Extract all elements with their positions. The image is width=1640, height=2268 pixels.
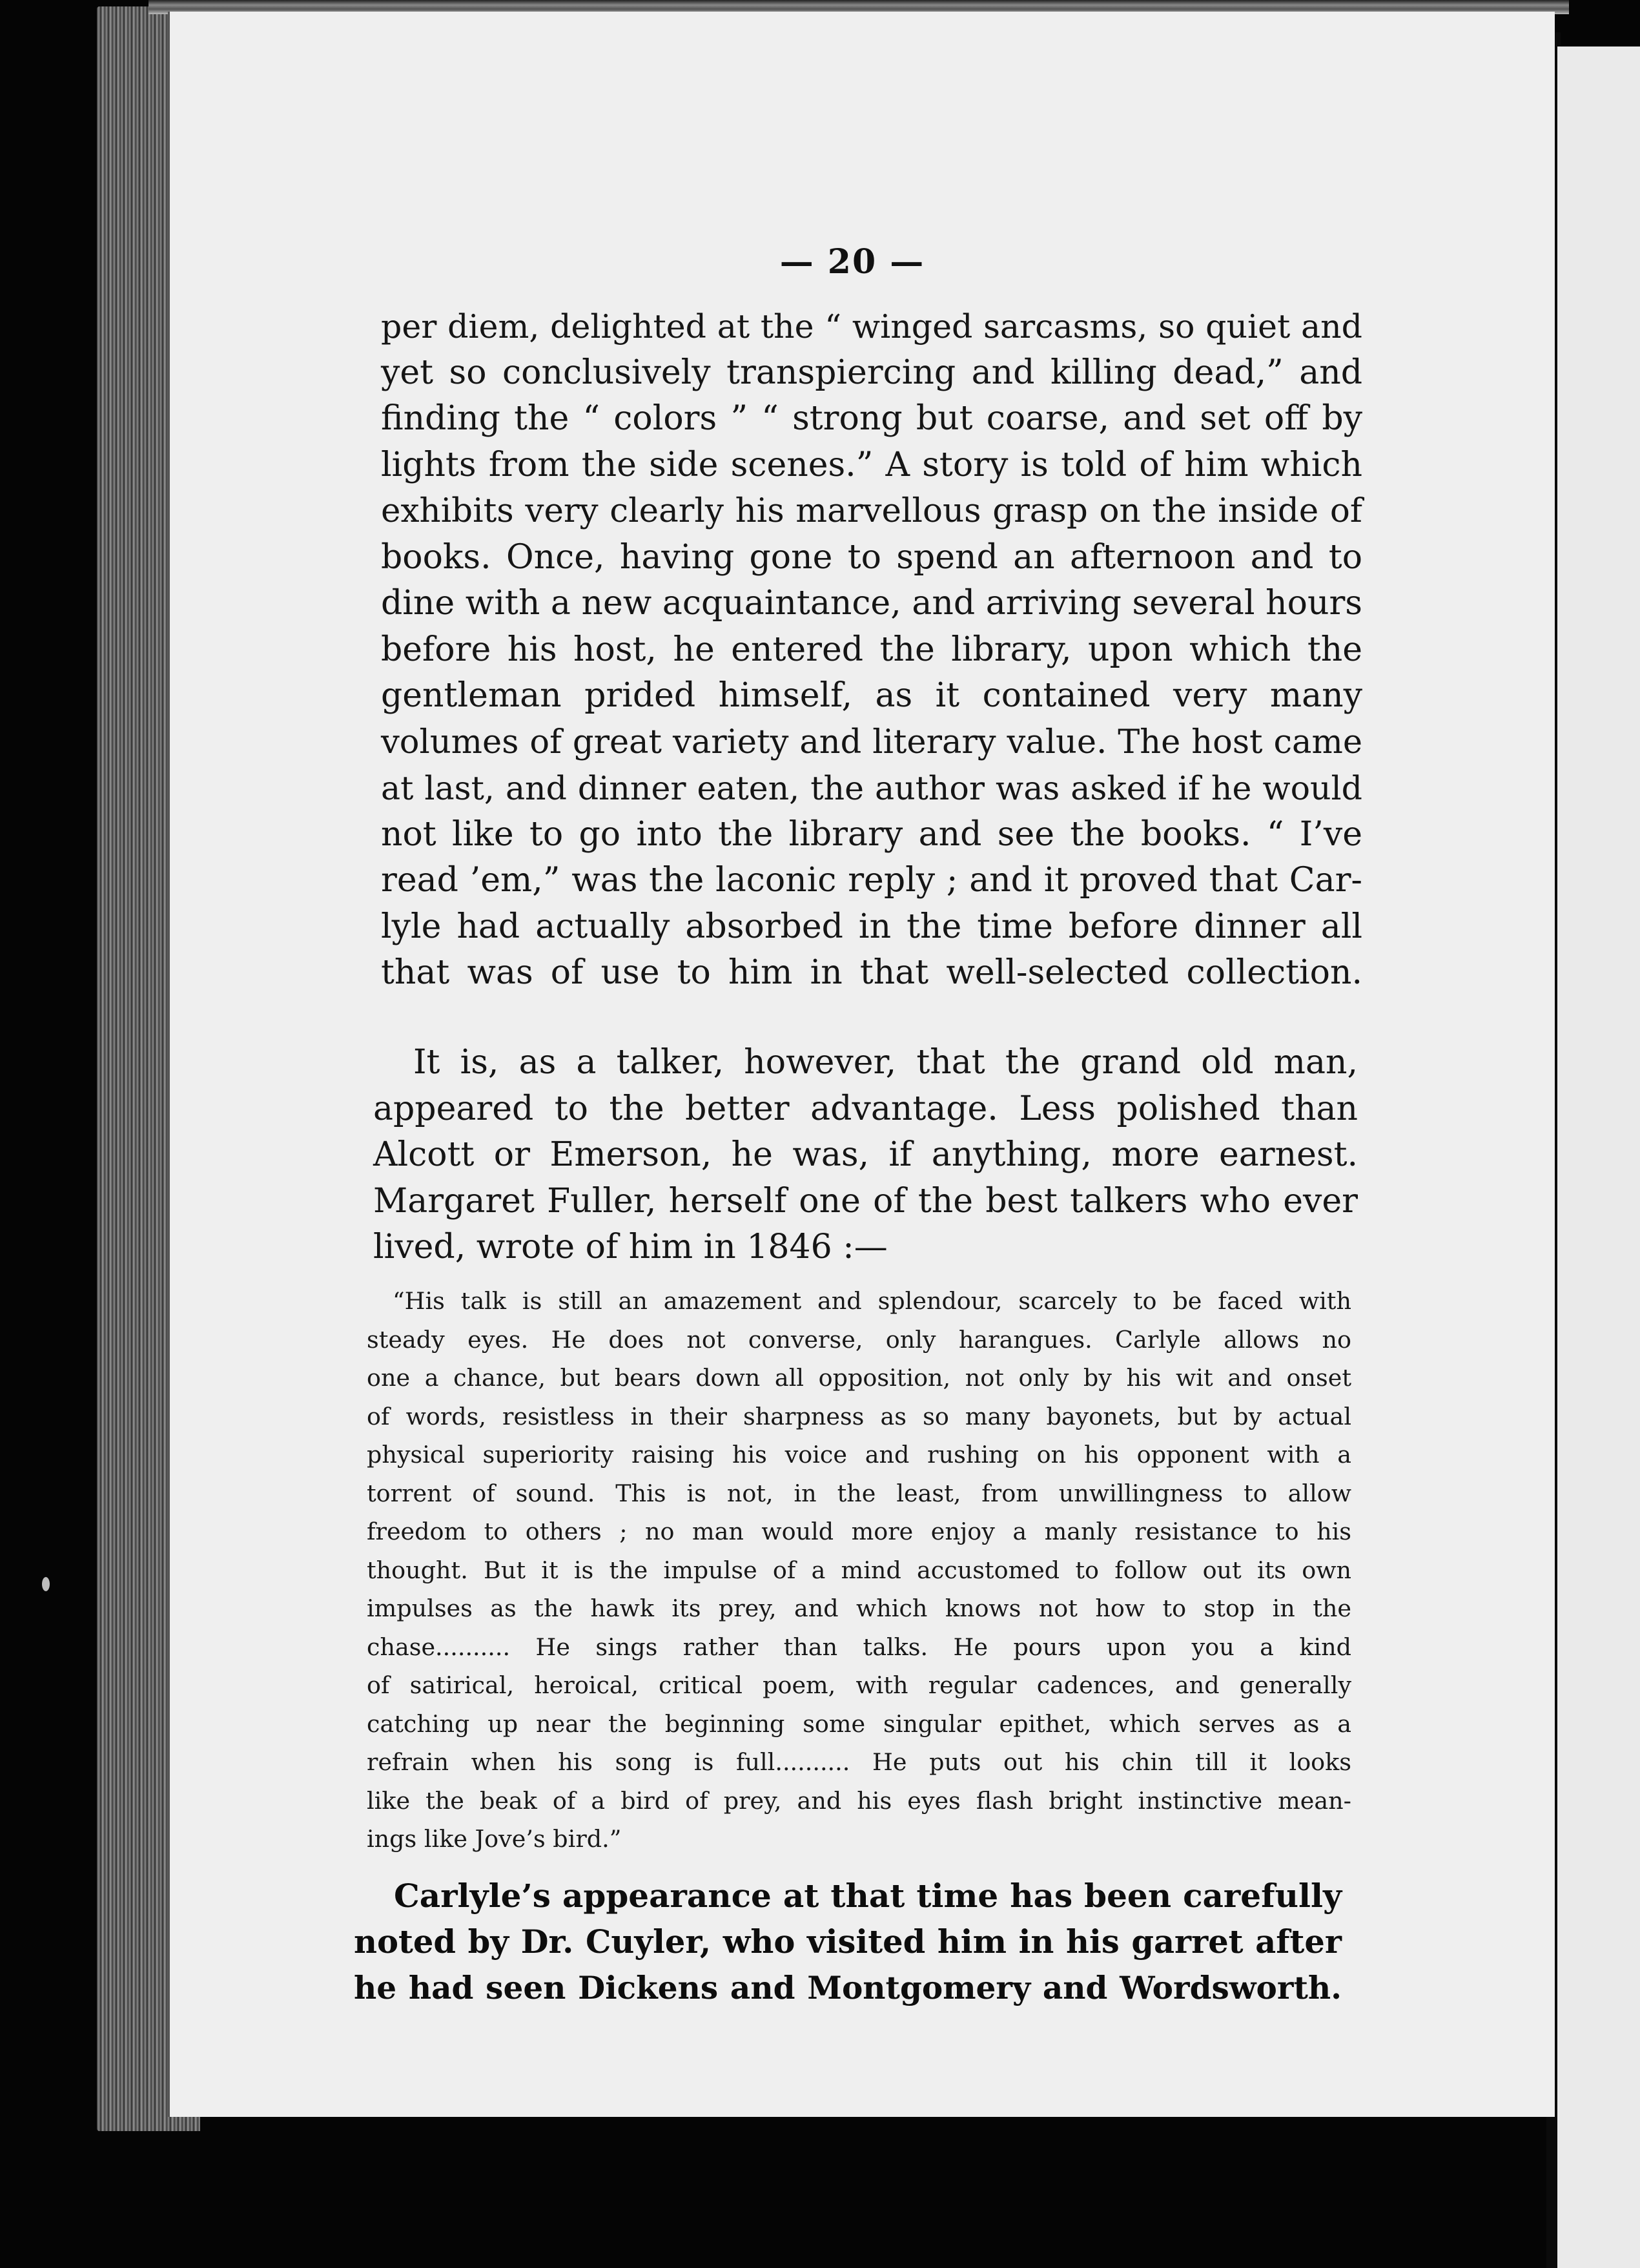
quote-line: like the beak of a bird of prey, and his eyes flash bright instinctive mean-: [367, 1786, 1351, 1815]
text-line: Alcott or Emerson, he was, if anything, more earnest.: [373, 1135, 1358, 1174]
text-line: at last, and dinner eaten, the author was asked if he would: [381, 769, 1362, 807]
text-line: noted by Dr. Cuyler, who visited him in his garret after: [354, 1923, 1342, 1961]
text-line: gentleman prided himself, as it contained very many: [381, 676, 1362, 715]
quote-line: impulses as the hawk its prey, and which knows not how to stop in the: [367, 1594, 1351, 1622]
paragraph-2: [373, 1040, 1358, 1271]
quote-line: “His talk is still an amazement and splendour, scarcely to be faced with: [393, 1287, 1351, 1315]
text-line: lived, wrote of him in 1846 :—: [373, 1228, 888, 1266]
text-line: Carlyle’s appearance at that time has been carefully: [394, 1877, 1342, 1915]
quote-line: thought. But it is the impulse of a mind accustomed to follow out its own: [367, 1556, 1351, 1584]
text-line: read ’em,” was the laconic reply ; and it proved that Car-: [381, 861, 1362, 900]
quote-line: catching up near the beginning some singular epithet, which serves as a: [367, 1709, 1351, 1738]
paragraph-3: [354, 1873, 1342, 2012]
quote-line: steady eyes. He does not converse, only harangues. Carlyle allows no: [367, 1325, 1351, 1354]
text-line: finding the “ colors ” “ strong but coarse, and set off by: [381, 399, 1362, 438]
text-line: yet so conclusively transpiercing and killing dead,” and: [381, 353, 1362, 392]
quote-line: ings like Jove’s bird.”: [367, 1825, 622, 1853]
text-line: per diem, delighted at the “ winged sarcasms, so quiet and: [381, 307, 1362, 345]
text-line: not like to go into the library and see the books. “ I’ve: [381, 814, 1362, 854]
quote-line: of satirical, heroical, critical poem, with regular cadences, and generally: [367, 1671, 1351, 1699]
text-line: before his host, he entered the library, upon which the: [381, 630, 1362, 669]
text-line: lyle had actually absorbed in the time before dinner all: [381, 907, 1362, 946]
quote-line: chase.......... He sings rather than talks. He pours upon you a kind: [367, 1633, 1351, 1661]
text-line: lights from the side scenes.” A story is told of him which: [381, 445, 1362, 484]
text-line: volumes of great variety and literary value. The host came: [381, 723, 1362, 761]
text-line: he had seen Dickens and Montgomery and Wordsworth.: [354, 1970, 1342, 2006]
text-line: exhibits very clearly his marvellous grasp on the inside of: [381, 491, 1362, 530]
adjacent-page: [1557, 46, 1640, 2268]
page-number: — 20 —: [779, 242, 925, 282]
block-quote: [367, 1282, 1351, 1859]
quote-line: freedom to others ; no man would more enjoy a manly resistance to his: [367, 1518, 1351, 1545]
quote-line: physical superiority raising his voice and rushing on his opponent with a: [367, 1441, 1351, 1469]
paragraph-1: [381, 304, 1362, 996]
text-line: Margaret Fuller, herself one of the best talkers who ever: [373, 1181, 1358, 1221]
quote-line: torrent of sound. This is not, in the least, from unwillingness to allow: [367, 1479, 1351, 1507]
text-line: It is, as a talker, however, that the grand old man,: [413, 1043, 1358, 1082]
scan-mark: [42, 1577, 50, 1591]
text-line: appeared to the better advantage. Less polished than: [373, 1089, 1358, 1128]
text-line: that was of use to him in that well-selected collection.: [381, 953, 1362, 992]
quote-line: of words, resistless in their sharpness as so many bayonets, but by actual: [367, 1402, 1351, 1430]
text-line: dine with a new acquaintance, and arriving several hours: [381, 584, 1362, 623]
quote-line: one a chance, but bears down all opposition, not only by his wit and onset: [367, 1364, 1351, 1392]
quote-line: refrain when his song is full.......... He puts out his chin till it looks: [367, 1748, 1351, 1776]
text-line: books. Once, having gone to spend an afternoon and to: [381, 537, 1362, 577]
